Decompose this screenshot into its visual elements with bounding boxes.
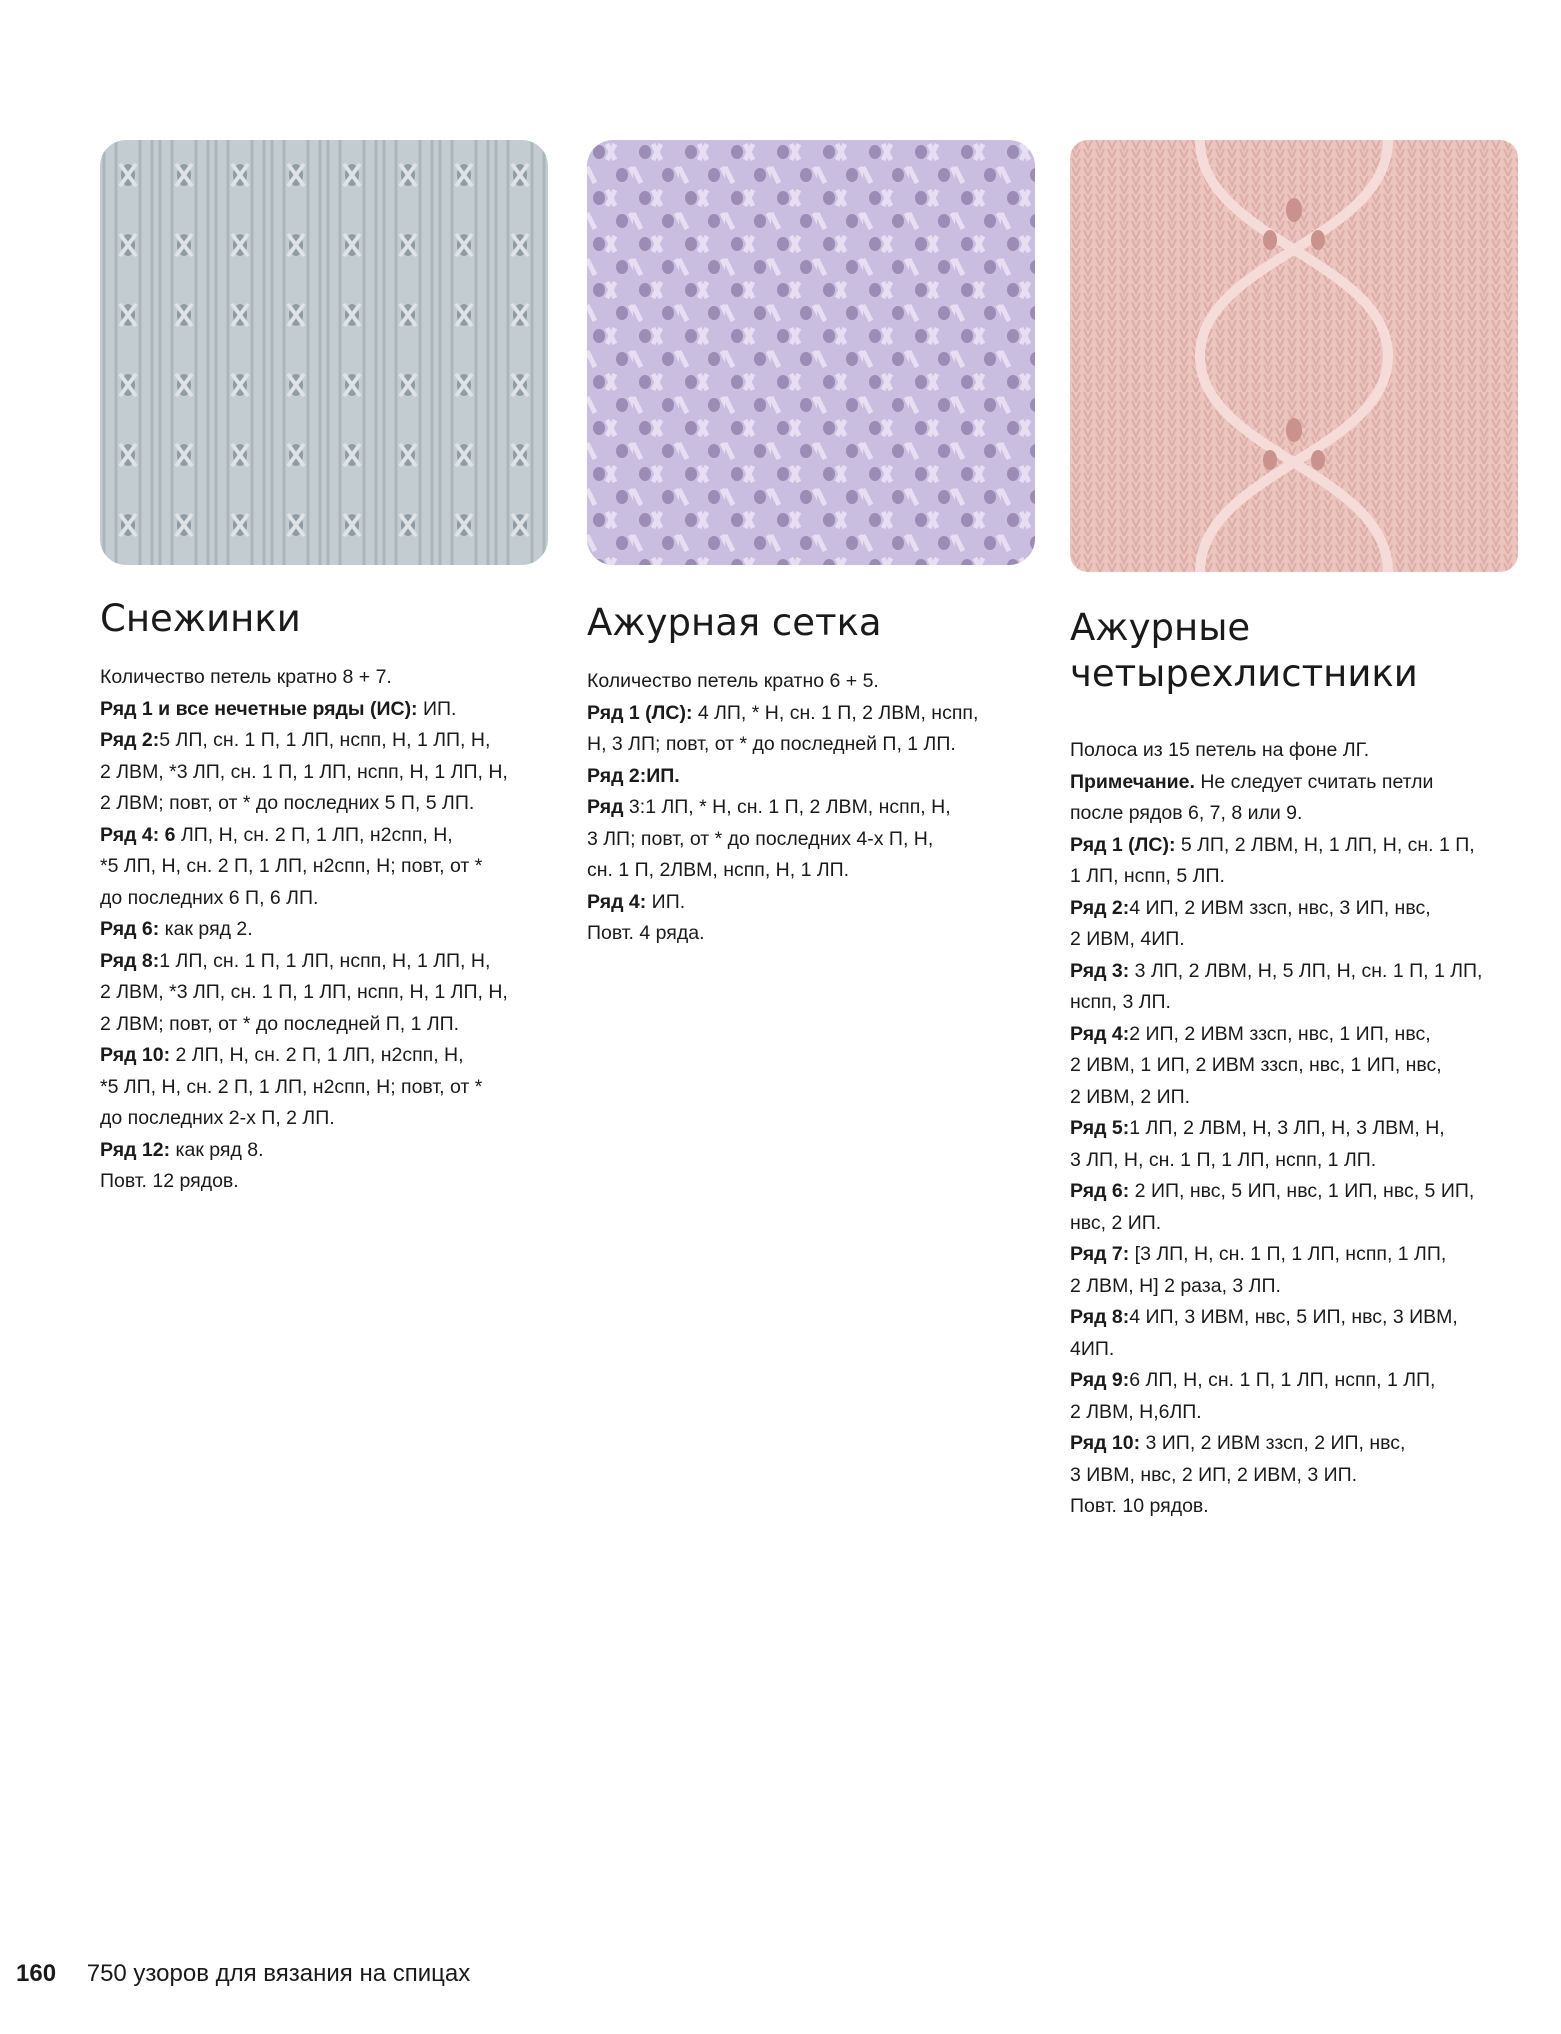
instruction-line [100,1072,570,1104]
row-text: после рядов 6, 7, 8 или 9. [1070,802,1303,824]
row-text: 6 ЛП, Н, сн. 1 П, 1 ЛП, нспп, 1 ЛП, [1129,1369,1436,1391]
page-footer [16,1960,470,1988]
row-label: Ряд 2: [1070,896,1130,919]
row-text: 2 ЛВМ, Н] 2 раза, 3 ЛП. [1070,1274,1281,1297]
pattern-title: Ажурные четырехлистники [1070,606,1418,695]
row-text: 2 ИВМ, 1 ИП, 2 ИВМ ззсп, нвс, 1 ИП, нвс, [1070,1054,1442,1076]
instruction-line [587,666,1057,698]
pattern-column-3 [1070,605,1540,1523]
swatch-image-lace-mesh [587,140,1035,565]
instruction-line [587,792,1057,824]
row-text: 1 ЛП, сн. 1 П, 1 ЛП, нспп, Н, 1 ЛП, Н, [159,949,491,972]
row-text: 4ИП. [1070,1337,1115,1360]
row-text: 2 ИП, 2 ИВМ ззсп, нвс, 1 ИП, нвс, [1129,1022,1431,1045]
row-text: 5 ЛП, 2 ЛВМ, Н, 1 ЛП, Н, сн. 1 П, [1175,833,1475,856]
page-number: 160 [16,1960,57,1987]
row-label: Ряд 10: [100,1044,171,1066]
row-text: 4 ЛП, * Н, сн. 1 П, 2 ЛВМ, нспп, [692,701,979,724]
instruction-line [1070,1302,1540,1334]
row-text: ИП. [646,890,686,913]
row-text: как ряд 8. [170,1138,264,1161]
row-label: Ряд 10: [1070,1432,1141,1454]
row-label: Ряд 2: [100,729,160,751]
instruction-line [1070,956,1540,988]
pattern-instructions [100,662,570,1198]
row-text: Повт. 10 рядов. [1070,1495,1209,1517]
instruction-line [100,883,570,915]
instruction-line [100,851,570,883]
row-text: до последних 6 П, 6 ЛП. [100,886,319,909]
instruction-line [1070,1019,1540,1051]
instruction-line [587,824,1057,856]
row-text: 3 ИВМ, нвс, 2 ИП, 2 ИВМ, 3 ИП. [1070,1463,1358,1486]
row-label: Ряд 8: [100,949,160,972]
instruction-line [100,914,570,946]
row-text: 2 ИВМ, 4ИП. [1070,928,1185,950]
row-label: Ряд 2:ИП. [587,764,680,787]
pattern-column-1 [100,596,570,1198]
row-text: 3 ИП, 2 ИВМ ззсп, 2 ИП, нвс, [1140,1432,1406,1454]
instruction-line [100,757,570,789]
instruction-line [587,918,1057,950]
row-text: Не следует считать петли [1194,770,1434,793]
instruction-line [100,725,570,757]
row-label: Примечание. [1070,770,1195,793]
row-text: Повт. 4 ряда. [587,922,705,944]
row-label: Ряд [587,796,624,818]
instruction-line [100,1166,570,1198]
instruction-line [1070,861,1540,893]
instruction-line [1070,1460,1540,1492]
row-label: Ряд 8: [1070,1306,1130,1328]
instruction-line [1070,893,1540,925]
row-text: 5 ЛП, сн. 1 П, 1 ЛП, нспп, Н, 1 ЛП, Н, [159,729,491,751]
instruction-line [587,761,1057,793]
instruction-line [100,946,570,978]
instruction-line [100,662,570,694]
row-label: Ряд 9: [1070,1369,1130,1391]
row-text: ЛП, Н, сн. 2 П, 1 ЛП, н2спп, Н, [175,823,453,846]
instruction-line [1070,1208,1540,1240]
instruction-line [1070,1082,1540,1114]
instruction-line [1070,1239,1540,1271]
row-label: Ряд 4: 6 [100,823,176,846]
row-label: Ряд 6: [100,918,160,940]
row-label: Ряд 3: [1070,959,1130,982]
instruction-line [1070,1050,1540,1082]
instruction-line [1070,767,1540,799]
row-text: нвс, 2 ИП. [1070,1211,1162,1234]
instruction-line [1070,1145,1540,1177]
row-text: 2 ЛВМ, *3 ЛП, сн. 1 П, 1 ЛП, нспп, Н, 1 ЛП, Н, [100,760,508,783]
row-text: 1 ЛП, нспп, 5 ЛП. [1070,865,1225,887]
row-text: Повт. 12 рядов. [100,1170,239,1192]
row-text: 3 ЛП, 2 ЛВМ, Н, 5 ЛП, Н, сн. 1 П, 1 ЛП, [1129,959,1483,982]
pattern-title: Снежинки [100,597,301,640]
pattern-title: Ажурная сетка [587,601,882,644]
row-text: 4 ИП, 3 ИВМ, нвс, 5 ИП, нвс, 3 ИВМ, [1129,1306,1458,1328]
row-text: нспп, 3 ЛП. [1070,991,1171,1013]
instruction-line [1070,924,1540,956]
row-text: *5 ЛП, Н, сн. 2 П, 1 ЛП, н2спп, Н; повт, от * [100,1075,483,1098]
swatch-image-lace-quatrefoils [1070,140,1518,572]
instruction-line [1070,1365,1540,1397]
instruction-line [1070,1397,1540,1429]
row-text: Н, 3 ЛП; повт, от * до последней П, 1 ЛП. [587,733,956,755]
instruction-line [100,977,570,1009]
row-label: Ряд 6: [1070,1180,1130,1202]
row-text: сн. 1 П, 2ЛВМ, нспп, Н, 1 ЛП. [587,859,850,881]
row-label: Ряд 1 и все нечетные ряды (ИС): [100,697,418,720]
instruction-line [1070,1428,1540,1460]
row-text: 2 ЛВМ, Н,6ЛП. [1070,1400,1202,1423]
row-text: 2 ЛВМ; повт, от * до последних 5 П, 5 ЛП. [100,792,475,814]
instruction-line [100,1135,570,1167]
instruction-line [1070,735,1540,767]
swatch-image-snowflakes [100,140,548,565]
row-text: 2 ЛВМ; повт, от * до последней П, 1 ЛП. [100,1012,460,1035]
row-label: Ряд 4: [587,890,647,913]
row-label: Ряд 1 (ЛС): [1070,833,1176,856]
row-text: 3 ЛП, Н, сн. 1 П, 1 ЛП, нспп, 1 ЛП. [1070,1148,1377,1171]
row-text: *5 ЛП, Н, сн. 2 П, 1 ЛП, н2спп, Н; повт, от * [100,855,483,877]
row-text: Полоса из 15 петель на фоне ЛГ. [1070,739,1370,761]
row-text: до последних 2-х П, 2 ЛП. [100,1107,335,1129]
instruction-line [100,1009,570,1041]
instruction-line [587,729,1057,761]
row-label: Ряд 1 (ЛС): [587,701,693,724]
row-text: Количество петель кратно 6 + 5. [587,670,879,692]
row-label: Ряд 5: [1070,1117,1130,1139]
instruction-line [1070,1271,1540,1303]
row-text: 2 ЛП, Н, сн. 2 П, 1 ЛП, н2спп, Н, [170,1044,464,1066]
instruction-line [100,1103,570,1135]
row-text: Количество петель кратно 8 + 7. [100,666,392,688]
instruction-line [587,855,1057,887]
row-text: 1 ЛП, 2 ЛВМ, Н, 3 ЛП, Н, 3 ЛВМ, Н, [1129,1117,1445,1139]
row-text: 3:1 ЛП, * Н, сн. 1 П, 2 ЛВМ, нспп, Н, [623,796,951,818]
pattern-instructions [587,666,1057,950]
instruction-line [100,694,570,726]
instruction-line [1070,987,1540,1019]
instruction-line [1070,1334,1540,1366]
row-text: 2 ИП, нвс, 5 ИП, нвс, 1 ИП, нвс, 5 ИП, [1129,1180,1475,1202]
instruction-line [100,820,570,852]
row-text: 4 ИП, 2 ИВМ ззсп, нвс, 3 ИП, нвс, [1129,896,1431,919]
row-text: 3 ЛП; повт, от * до последних 4-х П, Н, [587,827,934,850]
pattern-column-2 [587,600,1057,950]
book-title: 750 узоров для вязания на спицах [86,1960,471,1987]
row-text: 2 ИВМ, 2 ИП. [1070,1085,1191,1108]
row-text: как ряд 2. [159,918,253,940]
row-text: 2 ЛВМ, *3 ЛП, сн. 1 П, 1 ЛП, нспп, Н, 1 ЛП, Н, [100,981,508,1003]
row-text: ИП. [417,697,457,720]
instruction-line [1070,798,1540,830]
row-label: Ряд 7: [1070,1243,1130,1265]
row-label: Ряд 12: [100,1138,171,1161]
instruction-line [587,698,1057,730]
pattern-instructions [1070,735,1540,1523]
instruction-line [100,1040,570,1072]
instruction-line [1070,1491,1540,1523]
row-label: Ряд 4: [1070,1022,1130,1045]
instruction-line [1070,1176,1540,1208]
instruction-line [100,788,570,820]
instruction-line [1070,830,1540,862]
instruction-line [587,887,1057,919]
instruction-line [1070,1113,1540,1145]
row-text: [3 ЛП, Н, сн. 1 П, 1 ЛП, нспп, 1 ЛП, [1129,1243,1447,1265]
